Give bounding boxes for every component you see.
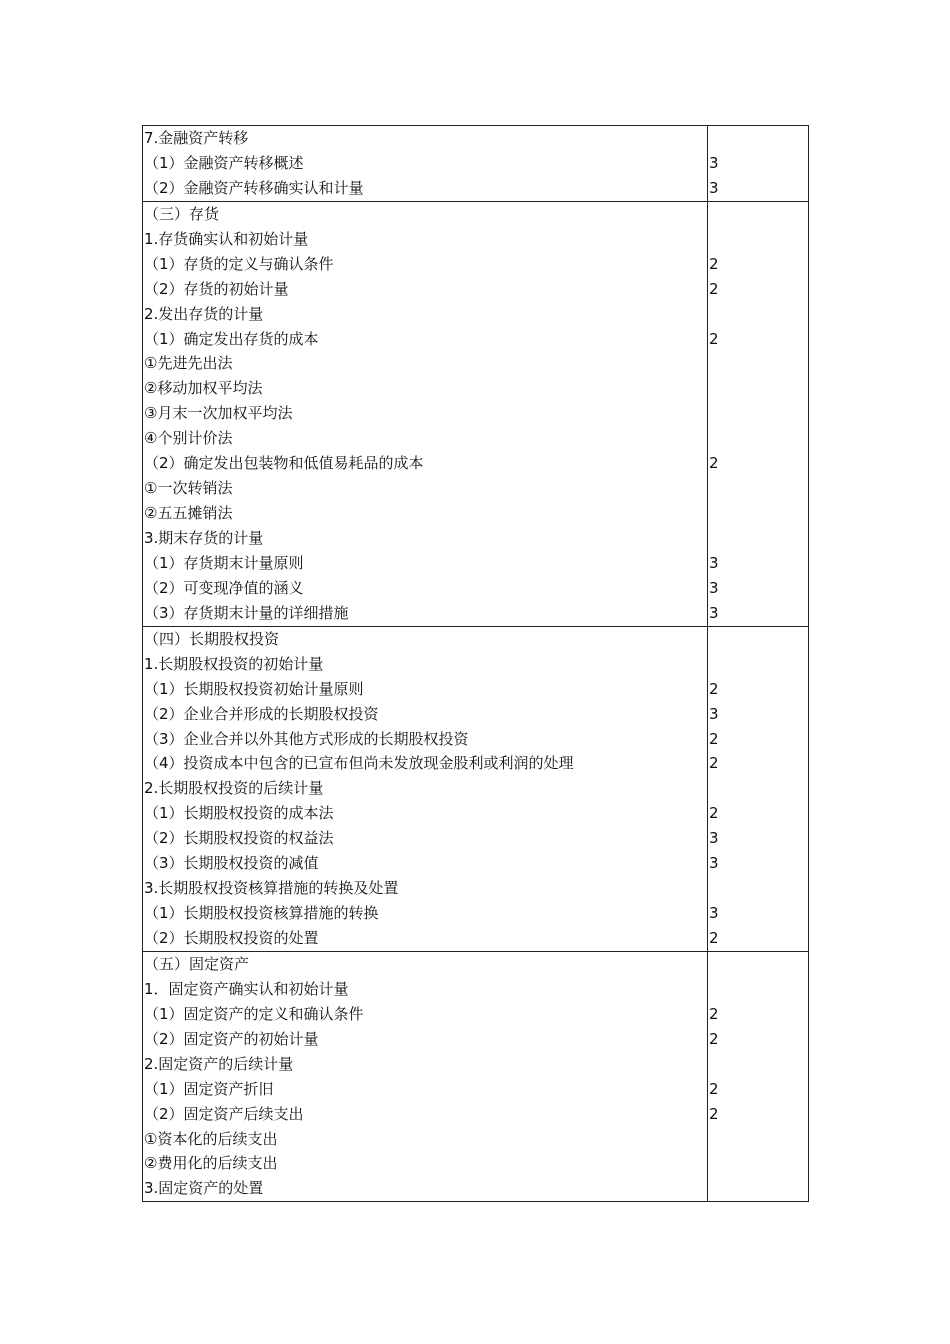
topic-cell <box>143 951 708 1201</box>
hours-value: 2 <box>709 679 719 698</box>
hours-value: 3 <box>709 854 719 873</box>
hours-value: 3 <box>709 153 719 172</box>
topic-line: ②费用化的后续支出 <box>144 1154 278 1173</box>
hours-value: 2 <box>709 804 719 823</box>
topic-line: （2）长期股权投资的处置 <box>144 929 319 947</box>
topic-line: 1．固定资产确实认和初始计量 <box>144 979 349 998</box>
topic-line: ①先进先出法 <box>144 354 233 373</box>
hours-cell <box>708 126 809 202</box>
section-row <box>143 126 809 202</box>
hours-value <box>708 652 808 677</box>
hours-value: 2 <box>709 254 719 273</box>
hours-cell <box>708 201 809 626</box>
topic-line: （四）长期股权投资 <box>144 629 280 648</box>
topic-line: （2）固定资产后续支出 <box>144 1104 304 1123</box>
hours-value: 3 <box>709 704 719 723</box>
topic-line: （1）存货期末计量原则 <box>144 553 304 572</box>
hours-value <box>708 401 808 426</box>
topic-line: （2）长期股权投资的权益法 <box>144 829 334 848</box>
hours-value: 3 <box>709 904 719 923</box>
topic-line: （2）确定发出包装物和低值易耗品的成本 <box>144 454 424 473</box>
topic-line: （1）固定资产的定义和确认条件 <box>144 1004 364 1023</box>
hours-value: 2 <box>709 1029 719 1048</box>
hours-value: 2 <box>709 454 719 473</box>
topic-line: （2）企业合并形成的长期股权投资 <box>144 704 379 723</box>
hours-value: 3 <box>709 603 719 622</box>
hours-value: 3 <box>709 829 719 848</box>
hours-value: 3 <box>709 178 719 197</box>
hours-value <box>708 302 808 327</box>
topic-line: （3）长期股权投资的减值 <box>144 854 319 873</box>
hours-value <box>708 501 808 526</box>
topic-line: ④个别计价法 <box>144 429 233 448</box>
syllabus-table <box>142 125 809 1202</box>
topic-line: 2.长期股权投资的后续计量 <box>144 779 324 798</box>
topic-line: 3.长期股权投资核算措施的转换及处置 <box>144 879 399 898</box>
hours-value <box>708 776 808 801</box>
topic-line: （1）确定发出存货的成本 <box>144 329 319 348</box>
topic-line: （1）长期股权投资初始计量原则 <box>144 679 364 698</box>
topic-line: 3.固定资产的处置 <box>144 1179 264 1198</box>
hours-cell <box>708 951 809 1201</box>
syllabus-table-body <box>143 126 809 1202</box>
hours-value: 3 <box>709 553 719 572</box>
topic-line: （1）存货的定义与确认条件 <box>144 254 334 273</box>
topic-line: 2.发出存货的计量 <box>144 304 264 323</box>
hours-value: 2 <box>709 1004 719 1023</box>
topic-line: 2.固定资产的后续计量 <box>144 1054 294 1073</box>
hours-value: 2 <box>709 929 719 947</box>
hours-value <box>708 526 808 551</box>
section-row <box>143 626 809 951</box>
topic-line: （2）可变现净值的涵义 <box>144 578 304 597</box>
hours-value <box>708 876 808 901</box>
topic-line: （1）固定资产折旧 <box>144 1079 274 1098</box>
hours-value <box>708 202 808 227</box>
hours-value <box>708 1127 808 1152</box>
hours-value: 2 <box>709 729 719 748</box>
hours-value: 3 <box>709 578 719 597</box>
hours-value <box>708 627 808 652</box>
hours-value <box>708 1176 808 1201</box>
section-row <box>143 201 809 626</box>
hours-value: 2 <box>709 1079 719 1098</box>
hours-value <box>708 351 808 376</box>
section-row <box>143 951 809 1201</box>
topic-line: ①一次转销法 <box>144 479 233 498</box>
hours-value: 2 <box>709 1104 719 1123</box>
hours-value <box>708 1052 808 1077</box>
topic-line: ③月末一次加权平均法 <box>144 404 293 423</box>
hours-value: 2 <box>709 329 719 348</box>
hours-value: 2 <box>709 754 719 773</box>
topic-line: （五）固定资产 <box>144 954 250 973</box>
topic-line: （1）长期股权投资核算措施的转换 <box>144 904 379 923</box>
topic-line: 3.期末存货的计量 <box>144 529 264 547</box>
topic-line: （1）金融资产转移概述 <box>144 153 304 172</box>
topic-line: （2）金融资产转移确实认和计量 <box>144 178 364 197</box>
topic-line: 7.金融资产转移 <box>144 129 249 147</box>
topic-cell <box>143 201 708 626</box>
topic-line: ②移动加权平均法 <box>144 379 263 398</box>
topic-line: （1）长期股权投资的成本法 <box>144 804 334 823</box>
topic-line: ②五五摊销法 <box>144 504 233 523</box>
hours-value <box>708 952 808 977</box>
topic-line: （3）存货期末计量的详细措施 <box>144 603 349 622</box>
topic-line: （三）存货 <box>144 204 220 223</box>
hours-value <box>708 426 808 451</box>
topic-line: （2）固定资产的初始计量 <box>144 1029 319 1048</box>
hours-value: 2 <box>709 279 719 298</box>
hours-value <box>708 1151 808 1176</box>
hours-value <box>708 977 808 1002</box>
topic-line: 1.存货确实认和初始计量 <box>144 229 309 248</box>
hours-value <box>708 476 808 501</box>
topic-cell <box>143 126 708 202</box>
topic-line: （2）存货的初始计量 <box>144 279 289 298</box>
topic-line: 1.长期股权投资的初始计量 <box>144 654 324 673</box>
hours-value <box>708 227 808 252</box>
topic-line: （3）企业合并以外其他方式形成的长期股权投资 <box>144 729 469 748</box>
hours-value <box>708 126 808 151</box>
topic-line: （4）投资成本中包含的已宣布但尚未发放现金股利或利润的处理 <box>144 754 574 773</box>
topic-cell <box>143 626 708 951</box>
hours-value <box>708 376 808 401</box>
hours-cell <box>708 626 809 951</box>
topic-line: ①资本化的后续支出 <box>144 1129 278 1148</box>
